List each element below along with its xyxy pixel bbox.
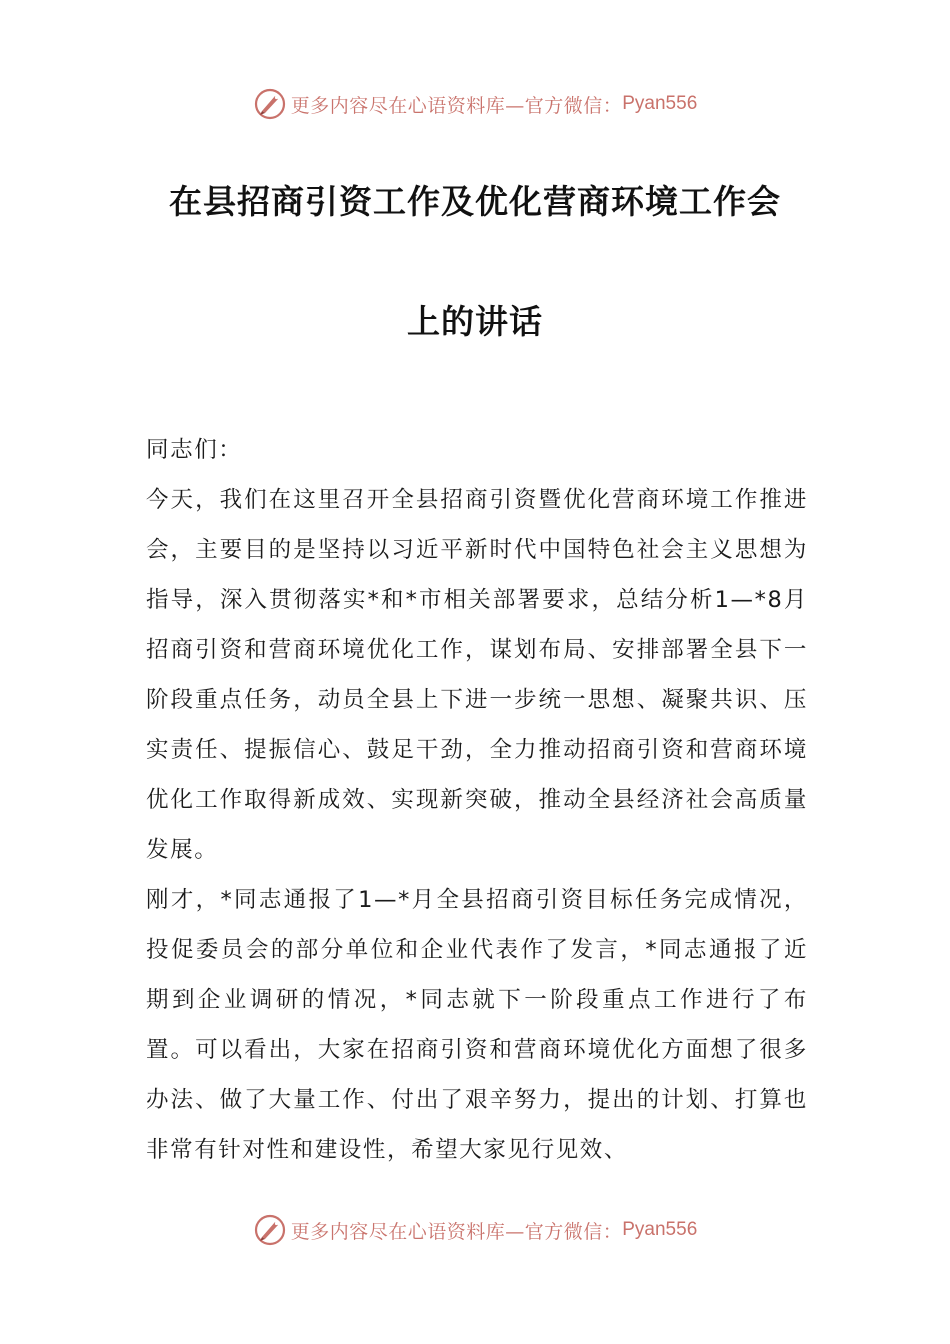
banner-wechat-id: Pyan556 (622, 1219, 698, 1240)
document-body (146, 425, 808, 1175)
footer-banner (0, 1212, 950, 1248)
paragraph-2: 刚才，*同志通报了1—*月全县招商引资目标任务完成情况，投促委员会的部分单位和企业代表作了发言，*同志通报了近期到企业调研的情况，*同志就下一阶段重点工作进行了布置。可以看出，大家在招商引资和营商环境优化方面想了很多办法、做了大量工作、付出了艰辛努力，提出的计划、打算也非常有针对性和建设性，希望大家见行见效、 (146, 887, 808, 1163)
pen-seal-logo-icon (253, 87, 287, 121)
banner-text: 更多内容尽在心语资料库—官方微信： (290, 1220, 623, 1243)
document-title-line-2: 上的讲话 (407, 302, 543, 341)
banner-text: 更多内容尽在心语资料库—官方微信： (290, 94, 623, 117)
document-title-line-1: 在县招商引资工作及优化营商环境工作会 (169, 182, 781, 221)
pen-seal-logo-icon (253, 1213, 287, 1247)
salutation: 同志们： (146, 437, 243, 463)
paragraph-1: 今天，我们在这里召开全县招商引资暨优化营商环境工作推进会，主要目的是坚持以习近平新时代中国特色社会主义思想为指导，深入贯彻落实*和*市相关部署要求，总结分析1—*8月招商引资和营商环境优化工作，谋划布局、安排部署全县下一阶段重点任务，动员全县上下进一步统一思想、凝聚共识、压实责任、提振信心、鼓足干劲，全力推动招商引资和营商环境优化工作取得新成效、实现新突破，推动全县经济社会高质量发展。 (146, 487, 808, 863)
banner-wechat-id: Pyan556 (622, 93, 698, 114)
header-banner (0, 86, 950, 122)
